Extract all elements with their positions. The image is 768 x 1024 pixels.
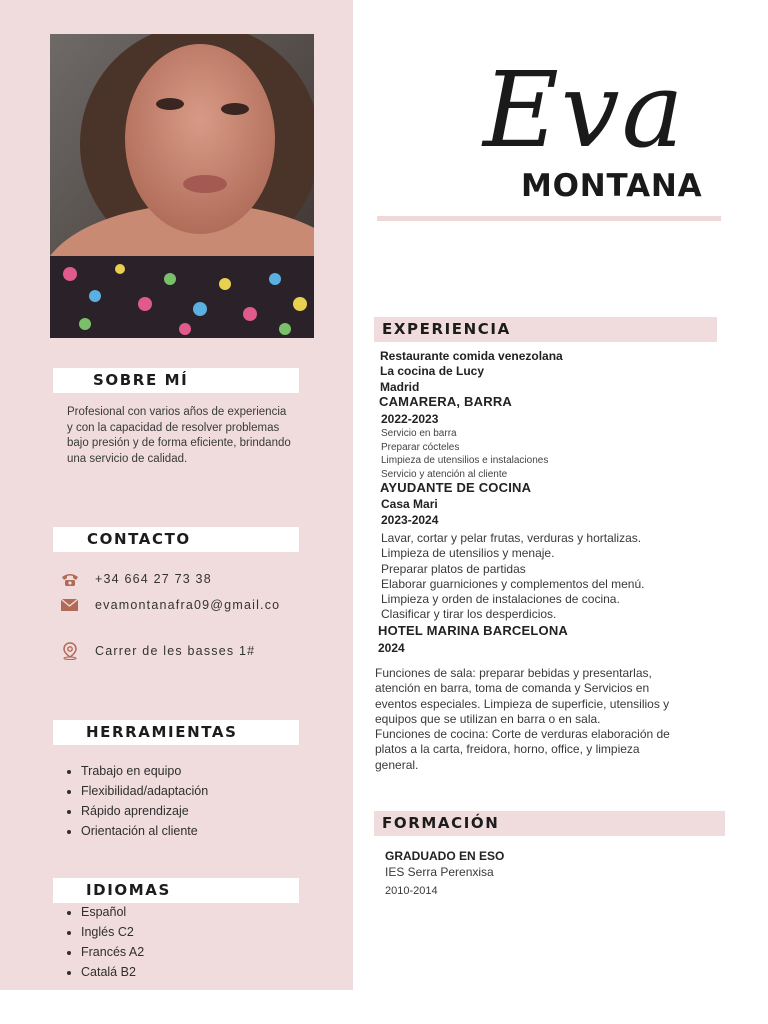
name-divider [377, 216, 721, 221]
phone-text: +34 664 27 73 38 [95, 572, 212, 586]
contact-email[interactable] [60, 596, 281, 614]
job2-company: Casa Mari [381, 497, 438, 511]
education-school: IES Serra Perenxisa [385, 865, 494, 879]
tools-heading [53, 720, 299, 745]
experience-heading: EXPERIENCIA [374, 317, 717, 342]
languages-list [62, 902, 311, 982]
contact-heading-label: CONTACTO [87, 530, 191, 548]
description-line: Funciones de sala: preparar bebidas y presentarlas, [375, 666, 652, 680]
about-heading-label: SOBRE MÍ [93, 371, 189, 389]
tools-list [62, 761, 311, 841]
profile-photo-image [50, 34, 314, 338]
description-line: Funciones de cocina: Corte de verduras elaboración de [375, 727, 670, 742]
education-degree: GRADUADO EN ESO [385, 849, 505, 863]
phone-icon [60, 570, 80, 588]
list-item: • Francés A2 [81, 942, 311, 962]
list-item: Preparar platos de partidas [381, 561, 526, 576]
location-pin-icon [60, 642, 80, 660]
list-item: Preparar cócteles [381, 441, 460, 453]
list-item: • Rápido aprendizaje [81, 801, 311, 821]
list-item: Clasificar y tirar los desperdicios. [381, 607, 557, 622]
job2-dates: 2023-2024 [381, 513, 439, 527]
list-item: Limpieza de utensilios y menaje. [381, 546, 555, 561]
job1-company-line2: La cocina de Lucy [380, 364, 485, 378]
job3-role: HOTEL MARINA BARCELONA [378, 623, 569, 638]
education-dates: 2010-2014 [385, 885, 438, 897]
description-line: general. [375, 757, 419, 772]
contact-phone[interactable] [60, 570, 212, 588]
list-item: • Orientación al cliente [81, 821, 311, 841]
description-line: equipos que se utilizan en barra o en sala. [375, 711, 601, 726]
job1-company-line1: Restaurante comida venezolana [380, 349, 563, 363]
tools-heading-label: HERRAMIENTAS [86, 723, 238, 741]
list-item: • Español [81, 902, 311, 922]
job1-duties [381, 427, 548, 481]
last-name: MONTANA [521, 168, 703, 204]
profile-photo [50, 34, 314, 338]
job3-dates: 2024 [378, 641, 405, 655]
job1-company-line3: Madrid [380, 380, 420, 394]
about-text: Profesional con varios años de experiencia y con la capacidad de resolver problemas bajo presión y de forma eficiente, brindando una servicio de calidad. [67, 406, 291, 465]
list-item: Lavar, cortar y pelar frutas, verduras y hortalizas. [381, 531, 642, 545]
email-text: evamontanafra09@gmail.co [95, 598, 281, 612]
contact-address[interactable] [60, 642, 256, 660]
list-item: • Flexibilidad/adaptación [81, 781, 311, 801]
education-heading: FORMACIÓN [374, 811, 725, 836]
list-item: • Catalá B2 [81, 962, 311, 982]
about-heading [53, 368, 299, 393]
list-item: Elaborar guarniciones y complementos del menú. [381, 576, 645, 591]
description-line: platos a la carta, freidora, horno, office, y limpieza [375, 742, 640, 757]
description-line: eventos especiales. Limpieza de superficie, utensilios y [375, 696, 670, 711]
address-text: Carrer de les basses 1# [95, 644, 256, 658]
job2-role: AYUDANTE DE COCINA [380, 480, 532, 495]
list-item: • Trabajo en equipo [81, 761, 311, 781]
list-item: Servicio en barra [381, 428, 457, 439]
languages-heading-label: IDIOMAS [86, 881, 171, 899]
list-item: Limpieza de utensilios e instalaciones [381, 455, 549, 466]
list-item: • Inglés C2 [81, 922, 311, 942]
description-line: atención en barra, toma de comanda y Servicios en [375, 681, 650, 696]
contact-heading [53, 527, 299, 552]
languages-heading [53, 878, 299, 903]
list-item: Servicio y atención al cliente [381, 468, 508, 480]
job3-description [375, 666, 670, 773]
job1-role: CAMARERA, BARRA [379, 394, 512, 409]
job1-dates: 2022-2023 [381, 412, 439, 426]
list-item: Limpieza y orden de instalaciones de cocina. [381, 592, 620, 607]
first-name: Eva [483, 49, 686, 171]
mail-icon [60, 596, 80, 614]
job2-duties [381, 531, 644, 623]
